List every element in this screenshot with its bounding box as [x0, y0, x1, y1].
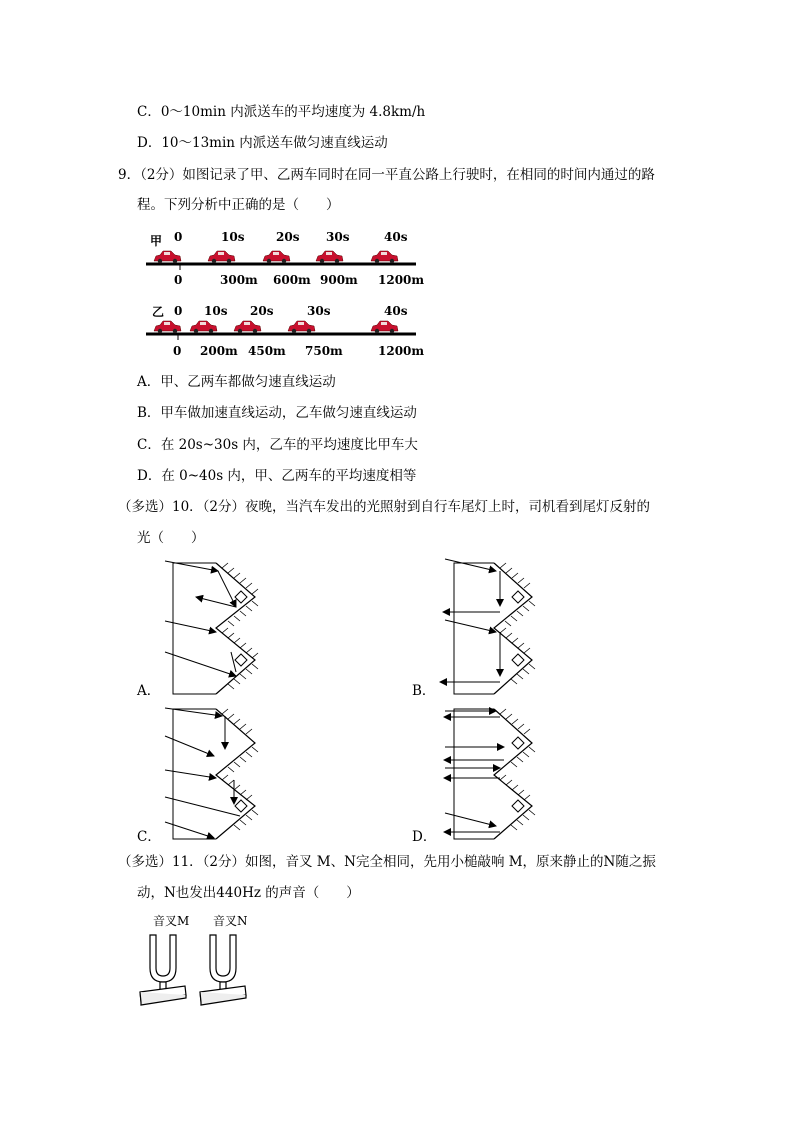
car-a-dist-4: 1200m [378, 273, 425, 287]
car-a-car-1 [208, 251, 235, 263]
reflector-diagram-d [444, 709, 535, 839]
car-a-time-0: 0 [174, 230, 183, 244]
q10-label-d: D． [412, 829, 437, 845]
car-b-dist-1: 200m [200, 344, 238, 358]
q8-option-d: D．10～13min 内派送车做匀速直线运动 [137, 135, 388, 151]
q9-option-d: D．在 0~40s 内，甲、乙两车的平均速度相等 [137, 468, 417, 484]
q10-label-b: B． [412, 683, 436, 699]
q9-option-c: C．在 20s~30s 内，乙车的平均速度比甲车大 [137, 437, 418, 453]
car-b-markers [154, 321, 398, 333]
car-a-dist-2: 600m [273, 273, 311, 287]
q9-stem-line2: 程。下列分析中正确的是（ ） [137, 197, 340, 213]
reflector-diagram-b [440, 559, 535, 694]
tuning-fork-m [140, 935, 186, 1005]
car-b-dist-4: 1200m [378, 344, 425, 358]
car-a-dist-0: 0 [174, 273, 183, 287]
car-a-dist-1: 300m [220, 273, 258, 287]
q10-label-a: A． [137, 683, 161, 699]
car-b-label: 乙 [152, 305, 165, 319]
car-b-time-4: 40s [384, 304, 408, 318]
car-a-time-4: 40s [384, 230, 408, 244]
car-a-markers [154, 251, 398, 263]
car-a-car-0 [154, 251, 181, 263]
q8-option-c: C．0～10min 内派送车的平均速度为 4.8km/h [137, 104, 426, 120]
q10-label-c: C． [137, 829, 161, 845]
car-a-time-2: 20s [276, 230, 300, 244]
car-b-dist-3: 750m [305, 344, 343, 358]
car-b-road [146, 334, 416, 340]
fork-n-label: 音叉N [213, 914, 248, 928]
q10-stem-line2: 光（ ） [137, 530, 205, 546]
q9-option-b: B．甲车做加速直线运动，乙车做匀速直线运动 [137, 405, 417, 421]
car-a-car-3 [316, 251, 343, 263]
reflector-diagram-c [165, 708, 258, 839]
car-a-label: 甲 [150, 234, 163, 248]
reflector-diagram-a [165, 561, 258, 694]
car-a-car-2 [263, 251, 290, 263]
q11-stem-line1: （多选）11．（2分）如图，音叉 M、N完全相同，先用小槌敲响 M，原来静止的N随之振 [118, 854, 656, 870]
car-b-car-4 [371, 321, 398, 333]
car-b-dist-2: 450m [248, 344, 286, 358]
car-b-time-2: 20s [250, 304, 274, 318]
car-a-time-3: 30s [326, 230, 350, 244]
q9-option-a: A．甲、乙两车都做匀速直线运动 [137, 374, 336, 390]
fork-m-label: 音叉M [153, 914, 190, 928]
car-b-car-1 [190, 321, 217, 333]
car-b-time-1: 10s [204, 304, 228, 318]
q11-stem-line2: 动，N也发出440Hz 的声音（ ） [137, 885, 360, 901]
q10-stem-line1: （多选）10．（2分）夜晚，当汽车发出的光照射到自行车尾灯上时，司机看到尾灯反射的 [118, 499, 651, 515]
car-a-car-4 [371, 251, 398, 263]
car-b-car-0 [154, 321, 181, 333]
car-b-time-0: 0 [174, 304, 183, 318]
car-b-car-2 [234, 321, 261, 333]
car-a-time-1: 10s [221, 230, 245, 244]
car-a-road [146, 264, 416, 270]
car-b-time-3: 30s [307, 304, 331, 318]
car-a-dist-3: 900m [320, 273, 358, 287]
car-b-dist-0: 0 [173, 344, 182, 358]
car-b-car-3 [288, 321, 315, 333]
q9-stem-line1: 9．（2分）如图记录了甲、乙两车同时在同一平直公路上行驶时，在相同的时间内通过的路 [118, 167, 655, 183]
tuning-fork-n [200, 935, 246, 1005]
